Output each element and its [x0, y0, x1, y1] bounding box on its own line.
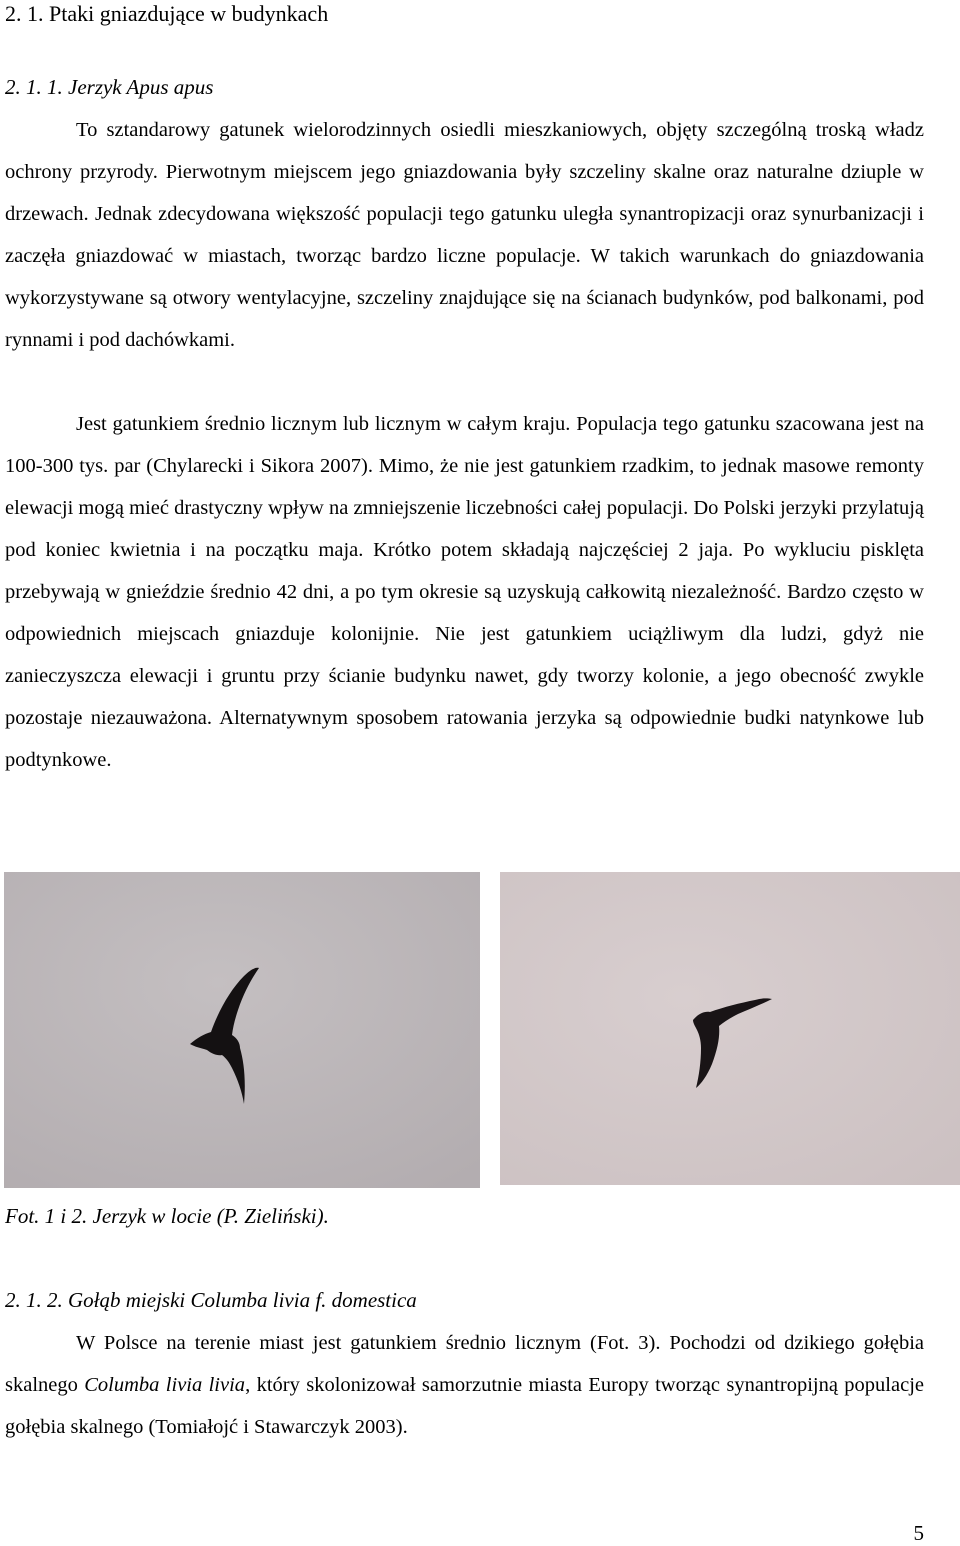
paragraph-jerzyk-habitat: To sztandarowy gatunek wielorodzinnych osiedli mieszkaniowych, objęty szczególną troską władz ochrony przyrody. Pierwotnym miejscem jego gniazdowania były szczeliny skalne oraz naturalne dziuple w drzewach. Jednak zdecydowana większość populacji tego gatunku uległa synantropizacji oraz synurbanizacji i zaczęła gniazdować w miastach, tworząc bardzo liczne populacje. W takich warunkach do gniazdowania wykorzystywane są otwory wentylacyjne, szczeliny znajdujące się na ścianach budynków, pod balkonami, pod rynnami i pod dachówkami.	[5, 119, 924, 351]
photo-caption: Fot. 1 i 2. Jerzyk w locie (P. Zieliński).	[5, 1204, 329, 1228]
paragraph-golab	[5, 1322, 924, 1448]
photo-swift-2	[500, 872, 960, 1185]
paragraph-golab-before: W Polsce na terenie miast jest gatunkiem średnio licznym (Fot. 3). Pochodzi od dzikiego gołębia skalnego	[5, 1332, 924, 1396]
swift-silhouette-icon	[500, 872, 960, 1185]
subsection-title-golab: 2. 1. 2. Gołąb miejski Columba livia f. domestica	[5, 1288, 417, 1312]
subsection-title-jerzyk: 2. 1. 1. Jerzyk Apus apus	[5, 75, 214, 99]
paragraph-jerzyk-population: Jest gatunkiem średnio licznym lub licznym w całym kraju. Populacja tego gatunku szacowana jest na 100-300 tys. par (Chylarecki i Sikora 2007). Mimo, że nie jest gatunkiem rzadkim, to jednak masowe remonty elewacji mogą mieć drastyczny wpływ na zmniejszenie liczebności całej populacji. Do Polski jerzyki przylatują pod koniec kwietnia i na początku maja. Krótko potem składają najczęściej 2 jaja. Po wykluciu pisklęta przebywają w gnieździe średnio 42 dni, a po tym okresie są uzyskują całkowitą niezależność. Bardzo często w odpowiednich miejscach gniazduje kolonijnie. Nie jest gatunkiem uciążliwym dla ludzi, gdyż nie zanieczyszcza elewacji i gruntu przy ścianie budynku nawet, gdy tworzy kolonie, a jego obecność zwykle pozostaje niezauważona. Alternatywnym sposobem ratowania jerzyka są odpowiednie budki natynkowe lub podtynkowe.	[5, 413, 924, 771]
photo-swift-1	[4, 872, 480, 1188]
species-name: Columba livia livia	[84, 1374, 246, 1396]
swift-silhouette-icon	[4, 872, 480, 1188]
sky-background	[4, 872, 480, 1188]
section-title: 2. 1. Ptaki gniazdujące w budynkach	[5, 1, 329, 26]
page-number: 5	[913, 1521, 924, 1545]
sky-background	[500, 872, 960, 1185]
paragraph-golab-after: , który skolonizował samorzutnie miasta Europy tworząc synantropijną populacje gołębia skalnego (Tomiałojć i Stawarczyk 2003).	[5, 1374, 924, 1438]
